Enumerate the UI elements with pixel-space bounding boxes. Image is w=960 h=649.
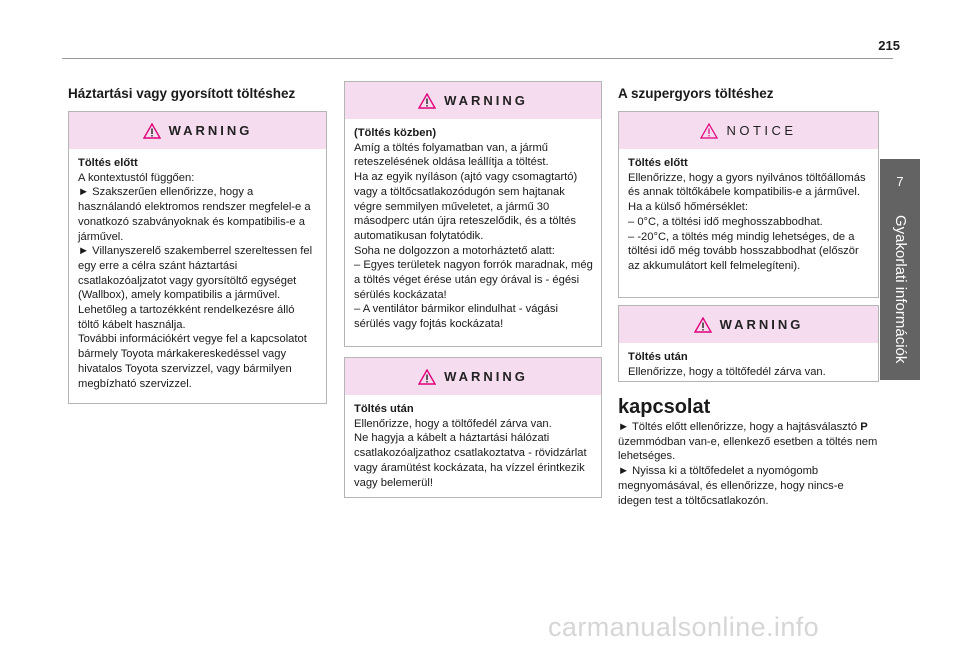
warning-box-after-charging — [344, 357, 602, 498]
warning-text: Ellenőrizze, hogy a töltőfedél zárva van. Ne hagyja a kábelt a háztartási hálózati csatlakozóaljzathoz csatlakoztatva - rövidzárlat vagy áramütést kockázata, ha vízzel érintkezik vagy belemerül! — [354, 417, 587, 489]
notice-box-before-charging — [618, 111, 879, 298]
notice-box-header — [619, 112, 878, 149]
warning-label: WARNING — [168, 123, 253, 138]
warning-triangle-icon — [418, 93, 436, 109]
warning-box-after-supercharging — [618, 305, 879, 382]
chapter-title: Gyakorlati információk — [892, 215, 909, 364]
warning-triangle-icon — [143, 123, 161, 139]
notice-text: Ellenőrizze, hogy a gyors nyilvános töltőállomás és annak töltőkábele kompatibilis-e a járművel. Ha a külső hőmérséklet: – 0°C, a töltési idő meghosszabbodhat. – -20°C, a töltés még mindig lehetséges, de a töltési idő még tovább hosszabbodhat (először az akkumulátort kell felmelegíteni). — [628, 171, 866, 272]
warning-title: Töltés után — [628, 351, 688, 363]
p1-prefix: ► Töltés előtt ellenőrizze, hogy a hajtásválasztó — [618, 421, 861, 433]
notice-title: Töltés előtt — [628, 157, 688, 169]
warning-triangle-icon — [694, 317, 712, 333]
home-charging-heading: Háztartási vagy gyorsított töltéshez — [68, 86, 296, 101]
p1-suffix: üzemmódban van-e, ellenkező esetben a töltés nem lehetséges. — [618, 435, 878, 463]
warning-body — [69, 149, 326, 399]
warning-box-during-charging — [344, 81, 602, 347]
warning-label: WARNING — [444, 93, 528, 108]
warning-label: WARNING — [444, 369, 528, 384]
warning-box-header — [619, 306, 878, 343]
warning-title: (Töltés közben) — [354, 127, 437, 139]
warning-body — [619, 343, 878, 387]
warning-box-before-charging — [68, 111, 327, 404]
warning-text: Ellenőrizze, hogy a töltőfedél zárva van. — [628, 365, 826, 378]
warning-title: Töltés előtt — [78, 157, 138, 169]
warning-text: A kontextustól függően: ► Szakszerűen ellenőrizze, hogy a használandó elektromos rendszer megfelel-e a vonatkozó szabványoknak és kompatibilis-e a járművel. ► Villanyszerelő szakemberrel szereltessen fel egy erre a célra szánt háztartási csatlakozóaljzatot vagy gyorsítöltő egységet (Wallbox), amely kompatibilis a járművel. Lehetőleg a tartozékként rendelkezésre álló töltő kábelt használja. További információkért vegye fel a kapcsolatot bármely Toyota márkakereskedéssel vagy hivatalos Toyota szervizzel, vagy bármilyen megbízható szervizzel. — [78, 171, 313, 390]
connection-section-title: kapcsolat — [618, 396, 711, 418]
top-divider — [62, 58, 893, 59]
warning-text: Amíg a töltés folyamatban van, a jármű reteszelésének oldása leállítja a töltést. Ha az egyik nyíláson (ajtó vagy csomagtartó) vagy a töltőcsatlakozódugón sem hajtanak végre semmilyen műveletet, a jármű 30 másodperc után újra reteszelődik, és a töltés automatikusan folytatódik. Soha ne dolgozzon a motorháztető alatt: – Egyes területek nagyon forrók maradnak, még a töltés véget érése után egy órával is - égési sérülés kockázata! – A ventilátor bármikor elindulhat - vágási sérülés vagy fojtás kockázata! — [354, 141, 593, 331]
watermark: carmanualsonline.info — [548, 612, 820, 642]
connection-section-body — [618, 420, 880, 508]
notice-body — [619, 149, 878, 282]
warning-body — [345, 395, 601, 498]
warning-box-header — [69, 112, 326, 149]
warning-title: Töltés után — [354, 403, 414, 415]
gear-p-mode: P — [860, 421, 868, 433]
warning-triangle-icon — [418, 369, 436, 385]
connection-paragraph-2: ► Nyissa ki a töltőfedelet a nyomógomb megnyomásával, és ellenőrizze, hogy nincs-e idegen test a töltőcsatlakozón. — [618, 465, 844, 507]
chapter-number: 7 — [896, 174, 904, 189]
warning-box-header — [345, 82, 601, 119]
warning-box-header — [345, 358, 601, 395]
warning-label: WARNING — [719, 317, 804, 332]
supercharging-heading: A szupergyors töltéshez — [618, 86, 774, 101]
notice-label: NOTICE — [726, 123, 797, 138]
connection-paragraph-1 — [618, 420, 880, 464]
warning-body — [345, 119, 601, 340]
page-number: 215 — [878, 38, 900, 53]
notice-triangle-icon — [700, 123, 718, 139]
